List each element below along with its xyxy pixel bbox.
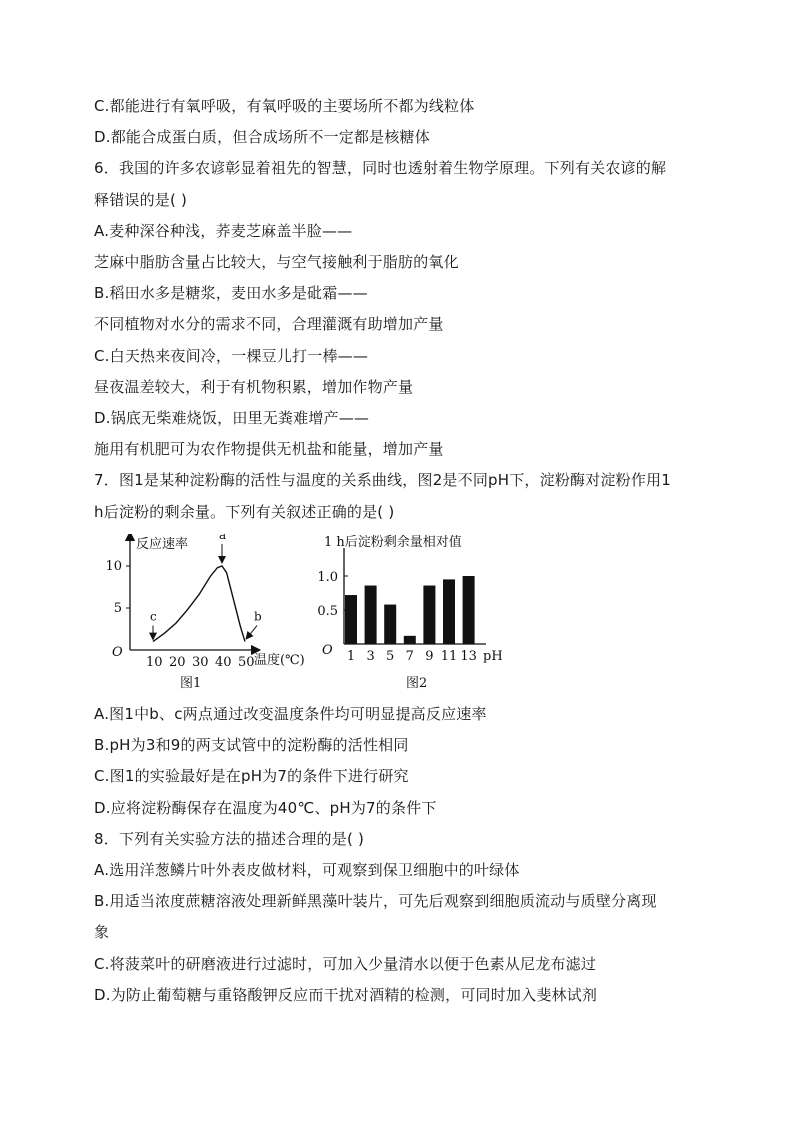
fig2-caption: 图2: [406, 676, 428, 691]
text-line: 施用有机肥可为农作物提供无机盐和能量，增加产量: [94, 440, 444, 459]
fig2-x-tick-label: 5: [386, 649, 395, 664]
text-line: B.pH为3和9的两支试管中的淀粉酶的活性相同: [94, 736, 409, 755]
fig1-origin: O: [112, 645, 123, 660]
fig1-ylabel: 反应速率: [136, 537, 189, 552]
fig2-x-tick-label: 1: [346, 649, 356, 664]
fig2-bar: [404, 636, 416, 644]
text-line: D.都能合成蛋白质，但合成场所不一定都是核糖体: [94, 128, 430, 147]
fig2-ylabel: 1 h后淀粉剩余量相对值: [324, 535, 462, 550]
fig1-annotation-label: b: [254, 609, 262, 624]
fig2-x-tick-label: 11: [440, 649, 458, 664]
text-line: D.为防止葡萄糖与重铬酸钾反应而干扰对酒精的检测，可同时加入斐林试剂: [94, 985, 598, 1004]
fig1-x-tick-label: 10: [146, 655, 163, 670]
fig2-x-tick-label: 3: [366, 649, 375, 664]
figure-block: [94, 534, 514, 694]
fig2-bar: [463, 576, 475, 644]
text-line: 芝麻中脂肪含量占比较大，与空气接触利于脂肪的氧化: [94, 253, 459, 271]
fig2-bar: [423, 586, 435, 644]
fig2-x-tick-label: 7: [405, 649, 414, 664]
fig2-bar: [365, 586, 377, 644]
fig1-xlabel: 温度(℃): [254, 653, 305, 668]
text-line: D.应将淀粉酶保存在温度为40℃、pH为7的条件下: [94, 798, 437, 817]
fig2-bar: [345, 595, 357, 644]
fig1-x-tick-label: 50: [238, 655, 255, 670]
fig1-x-tick-label: 30: [192, 655, 209, 670]
text-line: h后淀粉的剩余量。下列有关叙述正确的是( ): [94, 502, 395, 521]
text-line: A.图1中b、c两点通过改变温度条件均可明显提高反应速率: [94, 705, 487, 723]
fig1-x-tick-label: 40: [215, 655, 232, 670]
fig2-bar: [384, 605, 396, 644]
fig1-y-tick-label: 5: [113, 601, 122, 616]
text-line: D.锅底无柴难烧饭，田里无粪难增产——: [94, 409, 370, 427]
fig2-xlabel: pH: [483, 649, 503, 664]
text-line: 不同植物对水分的需求不同，合理灌溉有助增加产量: [94, 315, 444, 334]
text-line: 6．我国的许多农谚彰显着祖先的智慧，同时也透射着生物学原理。下列有关农谚的解: [94, 159, 667, 178]
fig1-caption: 图1: [180, 676, 202, 691]
text-line: 7．图1是某种淀粉酶的活性与温度的关系曲线，图2是不同pH下，淀粉酶对淀粉作用1: [94, 471, 671, 490]
fig1-y-tick-label: 10: [105, 559, 122, 574]
figures-svg: [94, 534, 514, 694]
text-line: A.选用洋葱鳞片叶外表皮做材料，可观察到保卫细胞中的叶绿体: [94, 861, 520, 879]
text-line: 象: [94, 923, 110, 942]
text-line: B.用适当浓度蔗糖溶液处理新鲜黑藻叶装片，可先后观察到细胞质流动与质壁分离现: [94, 892, 657, 911]
fig1-annotation-arrow: [248, 626, 257, 637]
fig2-origin: O: [322, 643, 333, 658]
fig1-curve: [153, 566, 245, 642]
text-line: A.麦种深谷种浅，荞麦芝麻盖半脸——: [94, 221, 353, 240]
text-line: C.将菠菜叶的研磨液进行过滤时，可加入少量清水以便于色素从尼龙布滤过: [94, 954, 597, 973]
fig2-bar: [443, 579, 455, 644]
text-line: C.图1的实验最好是在pH为7的条件下进行研究: [94, 767, 409, 786]
figure-2-bar-chart: [317, 534, 502, 691]
text-line: 8．下列有关实验方法的描述合理的是( ): [94, 829, 365, 848]
text-line: B.稻田水多是糖浆，麦田水多是砒霜——: [94, 284, 368, 303]
fig1-x-tick-label: 20: [169, 655, 186, 670]
fig1-annotation-label: c: [150, 609, 157, 624]
fig2-x-tick-label: 9: [425, 649, 434, 664]
figure-1-line-chart: [105, 534, 304, 691]
text-line: C.白天热来夜间冷，一棵豆儿打一棒——: [94, 346, 369, 365]
fig2-x-tick-label: 13: [460, 649, 477, 664]
text-line: C.都能进行有氧呼吸，有氧呼吸的主要场所不都为线粒体: [94, 97, 475, 115]
text-line: 释错误的是( ): [94, 190, 188, 209]
fig1-annotation-label: a: [219, 534, 227, 542]
text-line: 昼夜温差较大，利于有机物积累，增加作物产量: [94, 377, 414, 396]
fig2-y-tick-label: 0.5: [317, 604, 338, 619]
fig2-y-tick-label: 1.0: [317, 570, 338, 585]
